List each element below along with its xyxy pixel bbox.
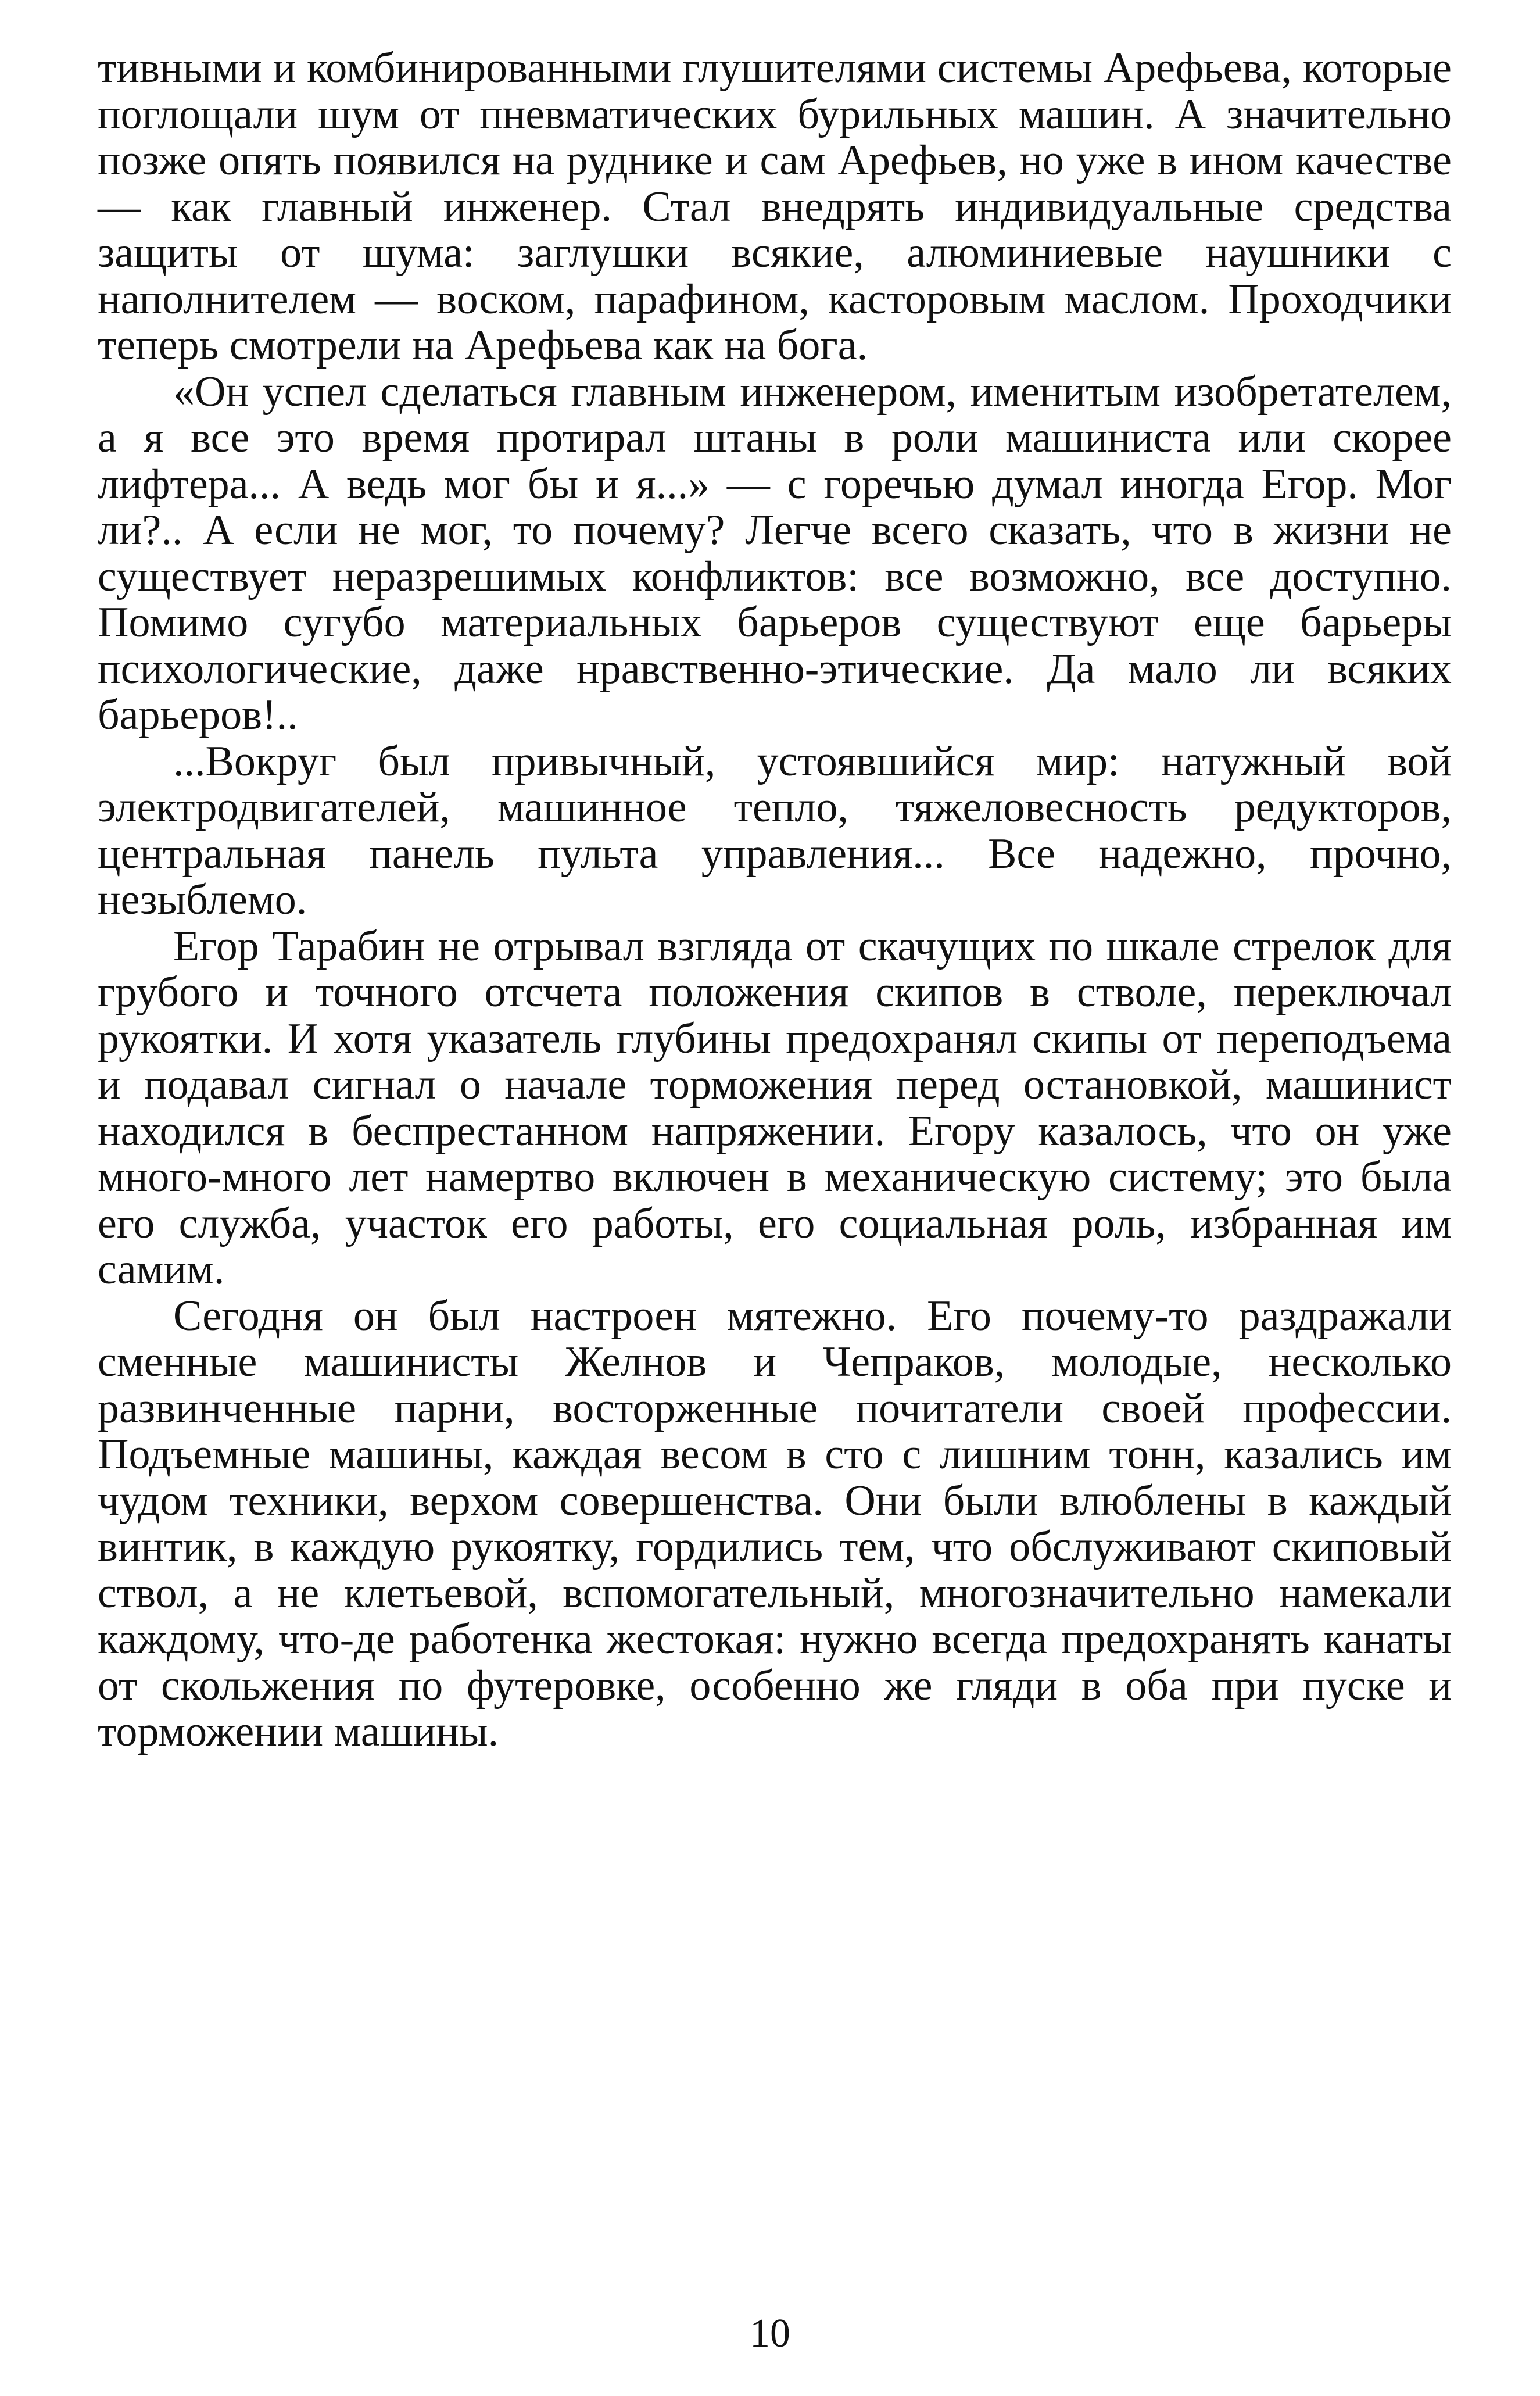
paragraph-3: ...Вокруг был привычный, устоявшийся мир: натужный вой электродвигателей, машинное тепло, тяжеловесность редукторов, центральная панель пульта управления... Все надежно, прочно, незыблемо. xyxy=(98,737,1452,924)
paragraph-5: Сегодня он был настроен мятежно. Его почему-то раздражали сменные машинисты Желнов и Чепраков, молодые, несколько развинченные парни, восторженные почитатели своей профессии. Подъемные машины, каждая весом в сто с лишним тонн, казались им чудом техники, верхом совершенства. Они были влюблены в каждый винтик, в каждую рукоятку, гордились тем, что обслуживают скиповый ствол, а не клетьевой, вспомогательный, многозначительно намекали каждому, что-де работенка жестокая: нужно всегда предохранять канаты от скольжения по футеровке, особенно же гляди в оба при пуске и торможении машины. xyxy=(98,1292,1452,1755)
page-number: 10 xyxy=(750,2311,790,2356)
paragraph-4: Егор Тарабин не отрывал взгляда от скачущих по шкале стрелок для грубого и точного отсчета положения скипов в стволе, переключал рукоятки. И хотя указатель глубины предохранял скипы от переподъема и подавал сигнал о начале торможения перед остановкой, машинист находился в беспрестанном напряжении. Егору казалось, что он уже много-много лет намертво включен в механическую систему; это была его служба, участок его работы, его социальная роль, избранная им самим. xyxy=(98,922,1452,1293)
paragraph-2: «Он успел сделаться главным инженером, именитым изобретателем, а я все это время протирал штаны в роли машиниста или скорее лифтера... А ведь мог бы и я...» — с горечью думал иногда Егор. Мог ли?.. А если не мог, то почему? Легче всего сказать, что в жизни не существует неразрешимых конфликтов: все возможно, все доступно. Помимо сугубо материальных барьеров существуют еще барьеры психологические, даже нравственно-этические. Да мало ли всяких барьеров!.. xyxy=(98,367,1452,739)
page-text-block xyxy=(98,45,1452,1755)
paragraph-1: тивными и комбинированными глушителями системы Арефьева, которые поглощали шум от пневматических бурильных машин. А значительно позже опять появился на руднике и сам Арефьев, но уже в ином качестве — как главный инженер. Стал внедрять индивидуальные средства защиты от шума: заглушки всякие, алюминиевые наушники с наполнителем — воском, парафином, касторовым маслом. Проходчики теперь смотрели на Арефьева как на бога. xyxy=(98,44,1452,369)
